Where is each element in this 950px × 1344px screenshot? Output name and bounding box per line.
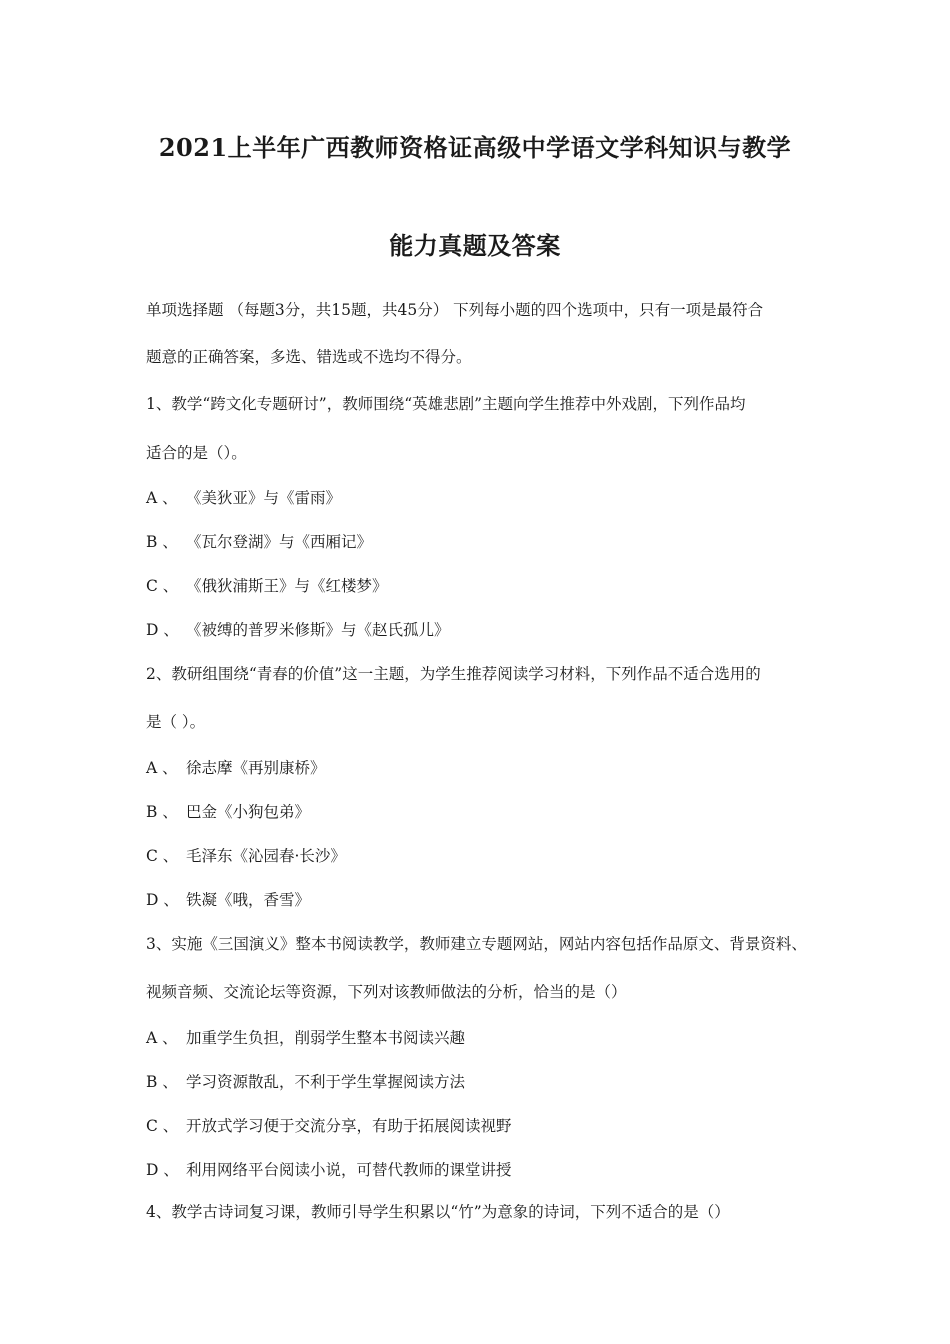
option-letter: D 、 (146, 1161, 179, 1179)
option-letter: A 、 (146, 489, 178, 507)
option-letter: C 、 (146, 847, 179, 865)
question-stem-line: 2、教研组围绕“青春的价值”这一主题，为学生推荐阅读学习材料，下列作品不适合选用的 (146, 665, 761, 683)
option-b (146, 530, 372, 552)
option-letter: C 、 (146, 577, 179, 595)
title-line-1: 2021上半年广西教师资格证高级中学语文学科知识与教学 (158, 133, 792, 162)
title-line-2: 能力真题及答案 (389, 231, 561, 260)
option-letter: B 、 (146, 1073, 178, 1091)
option-text: 利用网络平台阅读小说，可替代教师的课堂讲授 (186, 1161, 512, 1179)
option-letter: B 、 (146, 533, 178, 551)
option-text: 《俄狄浦斯王》与《红楼梦》 (186, 577, 388, 595)
question-stem-line: 视频音频、交流论坛等资源，下列对该教师做法的分析，恰当的是（） (146, 983, 627, 1001)
question-stem-line: 3、实施《三国演义》整本书阅读教学，教师建立专题网站，网站内容包括作品原文、背景资料、 (146, 935, 807, 953)
option-letter: D 、 (146, 891, 179, 909)
option-a (146, 756, 326, 778)
option-c (146, 844, 346, 866)
option-text: 徐志摩《再别康桥》 (186, 759, 326, 777)
option-c (146, 574, 388, 596)
option-c (146, 1114, 512, 1136)
option-a (146, 486, 341, 508)
option-text: 《瓦尔登湖》与《西厢记》 (186, 533, 373, 551)
option-text: 毛泽东《沁园春·长沙》 (186, 847, 346, 865)
option-text: 铁凝《哦，香雪》 (186, 891, 311, 909)
option-d (146, 1158, 512, 1180)
intro-line-2: 题意的正确答案，多选、错选或不选均不得分。 (146, 348, 472, 366)
option-text: 《美狄亚》与《雷雨》 (186, 489, 342, 507)
question-stem-line: 4、教学古诗词复习课，教师引导学生积累以“竹”为意象的诗词，下列不适合的是（） (146, 1203, 730, 1221)
option-text: 《被缚的普罗米修斯》与《赵氏孤儿》 (186, 621, 450, 639)
question-stem-line: 适合的是（）。 (146, 444, 247, 462)
intro-line-1: 单项选择题 （每题3分，共15题，共45分） 下列每小题的四个选项中，只有一项是最符合 (146, 301, 764, 319)
option-b (146, 800, 310, 822)
option-a (146, 1026, 465, 1048)
question-stem-line: 是（ ）。 (146, 713, 206, 731)
option-letter: C 、 (146, 1117, 179, 1135)
option-text: 开放式学习便于交流分享，有助于拓展阅读视野 (186, 1117, 512, 1135)
option-letter: D 、 (146, 621, 179, 639)
option-d (146, 618, 450, 640)
option-b (146, 1070, 465, 1092)
question-stem-line: 1、教学“跨文化专题研讨”，教师围绕“英雄悲剧”主题向学生推荐中外戏剧，下列作品均 (146, 395, 746, 413)
option-letter: A 、 (146, 1029, 178, 1047)
option-d (146, 888, 310, 910)
option-letter: B 、 (146, 803, 178, 821)
option-letter: A 、 (146, 759, 178, 777)
option-text: 加重学生负担，削弱学生整本书阅读兴趣 (186, 1029, 466, 1047)
option-text: 巴金《小狗包弟》 (186, 803, 311, 821)
option-text: 学习资源散乱，不利于学生掌握阅读方法 (186, 1073, 466, 1091)
